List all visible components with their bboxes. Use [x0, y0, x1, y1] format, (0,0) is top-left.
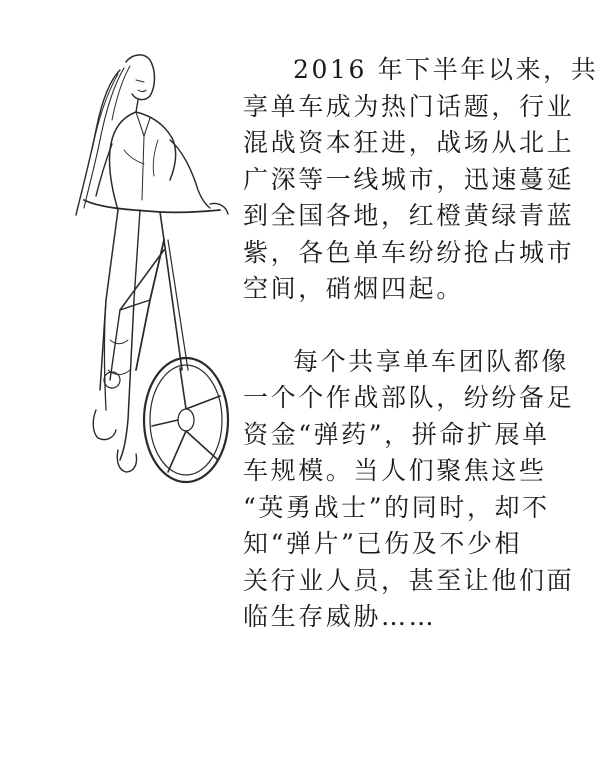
text-line: 资金“弹药”，拼命扩展单 [243, 419, 550, 449]
text-line: “英勇战士”的同时，却不 [243, 492, 550, 522]
text-line: 混战资本狂进，战场从北上 [243, 128, 575, 157]
paragraph-2 [243, 344, 575, 636]
paragraph-1 [243, 52, 599, 308]
text-line: 享单车成为热门话题，行业 [243, 91, 575, 121]
text-line: 每个共享单车团队都像 [293, 346, 570, 376]
paragraph-spacer [243, 308, 563, 344]
text-line: 知“弹片”已伤及不少相 [243, 529, 523, 558]
text-line: 临生存威胁…… [243, 602, 437, 631]
article-text [243, 52, 599, 636]
text-line: 到全国各地，红橙黄绿青蓝 [243, 201, 575, 230]
text-line: 2016 年下半年以来，共 [293, 55, 599, 84]
woman-riding-bicycle-illustration [40, 40, 240, 490]
text-line: 关行业人员，甚至让他们面 [243, 565, 575, 595]
text-line: 空间，硝烟四起。 [243, 274, 464, 303]
text-line: 紫，各色单车纷纷抢占城市 [243, 237, 575, 267]
text-line: 一个个作战部队，纷纷备足 [243, 383, 575, 412]
text-line: 广深等一线城市，迅速蔓延 [243, 164, 575, 194]
text-line: 车规模。当人们聚焦这些 [243, 456, 547, 485]
